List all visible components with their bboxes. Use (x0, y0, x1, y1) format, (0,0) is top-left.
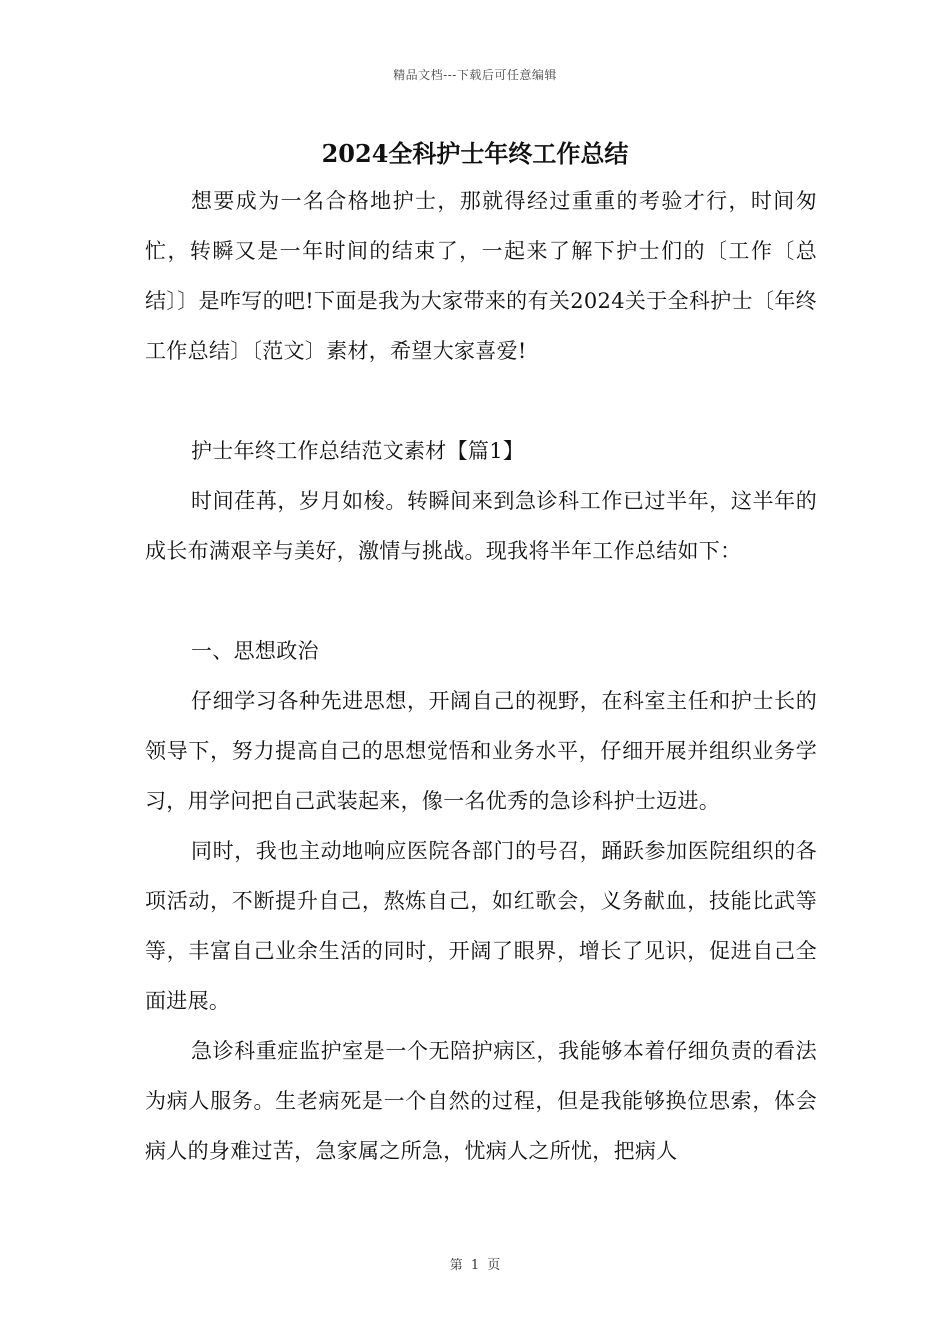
body-paragraph: 急诊科重症监护室是一个无陪护病区，我能够本着仔细负责的看法为病人服务。生老病死是一个自然的过程，但是我能够换位思索，体会病人的身难过苦，急家属之所急，忧病人之所忧，把病人 (145, 1039, 817, 1163)
paragraph-spacer (145, 576, 817, 626)
paragraph-spacer (145, 376, 817, 426)
body-paragraph: 同时，我也主动地响应医院各部门的号召，踊跃参加医院组织的各项活动，不断提升自己，熬炼自己，如红歌会，义务献血，技能比武等等，丰富自己业余生活的同时，开阔了眼界，增长了见识，促进自己全面进展。 (145, 839, 817, 1013)
body-paragraph: 仔细学习各种先进思想，开阔自己的视野，在科室主任和护士长的领导下，努力提高自己的思想觉悟和业务水平，仔细开展并组织业务学习，用学问把自己武装起来，像一名优秀的急诊科护士迈进。 (145, 689, 817, 813)
intro-paragraph: 想要成为一名合格地护士，那就得经过重重的考验才行，时间匆忙，转瞬又是一年时间的结束了，一起来了解下护士们的〔工作〔总结〕〕是咋写的吧!下面是我为大家带来的有关2024关于全科护士〔年终工作总结〕〔范文〕素材，希望大家喜爱! (145, 189, 817, 363)
page-number: 第 1 页 (449, 1258, 501, 1273)
section-heading: 护士年终工作总结范文素材【篇1】 (191, 439, 525, 463)
document-body (145, 176, 817, 1176)
subsection-heading: 一、思想政治 (191, 639, 319, 663)
document-title: 2024全科护士年终工作总结 (321, 139, 629, 168)
body-paragraph: 时间荏苒，岁月如梭。转瞬间来到急诊科工作已过半年，这半年的成长布满艰辛与美好，激情与挑战。现我将半年工作总结如下： (145, 489, 817, 563)
header-note: 精品文档---下载后可任意编辑 (393, 68, 557, 82)
